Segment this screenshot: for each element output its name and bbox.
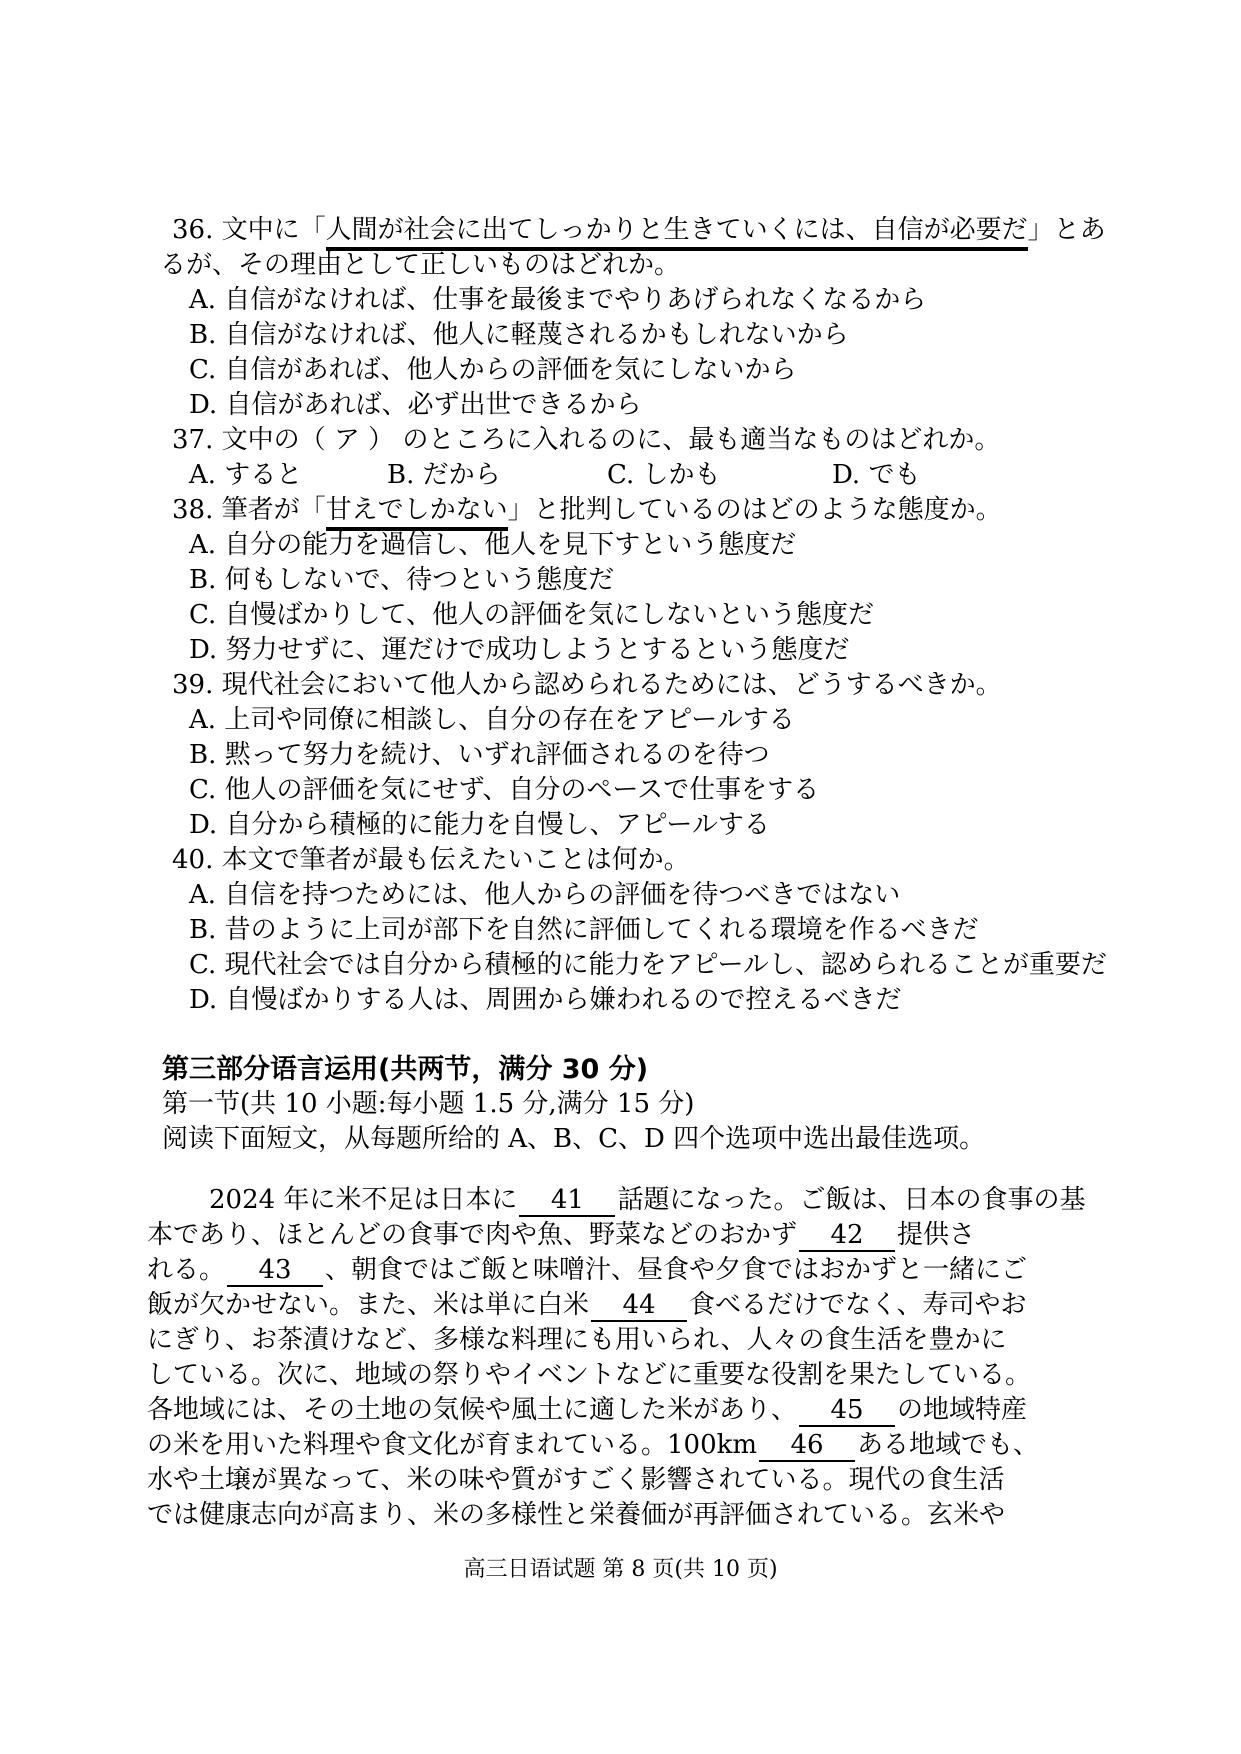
stem-text: 」と批判しているのはどのような態度か。 (507, 495, 1002, 525)
stem-text: の米を用いた料理や食文化が育まれている。100km (147, 1430, 758, 1460)
question-40-option-C: C. 現代社会では自分から積極的に能力をアピールし、認められることが重要だ (189, 950, 1107, 980)
question-37-stem-line (160, 423, 1084, 458)
passage-line (147, 1183, 1084, 1218)
question-36-option-B: B. 自信がなければ、他人に軽蔑されるかもしれないから (189, 320, 849, 350)
stem-text: 本であり、ほとんどの食事で肉や魚、野菜などのおかず (147, 1220, 798, 1250)
section-instruction: 阅读下面短文，从每题所给的 A、B、C、D 四个选项中选出最佳选项。 (162, 1124, 986, 1154)
question-40-stem-line (160, 843, 1084, 878)
question-38-option-D: D. 努力せずに、運だけで成功しようとするという態度だ (189, 635, 850, 665)
question-38 (160, 493, 1084, 668)
stem-text: 39. 現代社会において他人から認められるためには、どうするべきか。 (172, 670, 1002, 700)
passage-line (147, 1393, 1084, 1428)
question-37-option-B: B. だから (387, 460, 501, 490)
page-content (147, 213, 1107, 1533)
question-38-option-C: C. 自慢ばかりして、他人の評価を気にしないという態度だ (189, 600, 874, 630)
question-40-option-D: D. 自慢ばかりする人は、周囲から嫌われるので控えるべきだ (189, 985, 902, 1015)
stem-text: 2024 年に米不足は日本に (209, 1185, 518, 1215)
cloze-blank-45: 45 (799, 1395, 895, 1427)
question-36-stem-line (160, 213, 1106, 248)
cloze-blank-41: 41 (519, 1185, 615, 1217)
questions-area (160, 213, 1107, 1018)
question-39 (160, 668, 1084, 843)
stem-text: している。次に、地域の祭りやイベントなどに重要な役割を果たしている。 (147, 1360, 1032, 1390)
question-37-options-row (160, 458, 1084, 493)
stem-text: 37. 文中の（ ア ） のところに入れるのに、最も適当なものはどれか。 (172, 425, 1001, 455)
cloze-passage (147, 1183, 1084, 1533)
stem-text: 38. 筆者が「 (172, 495, 326, 525)
cloze-blank-42: 42 (799, 1220, 895, 1252)
question-37 (160, 423, 1084, 493)
passage-line (147, 1463, 1084, 1498)
passage-line (147, 1498, 1084, 1533)
question-36-option-C: C. 自信があれば、他人からの評価を気にしないから (189, 355, 797, 385)
question-37-option-C: C. しかも (607, 460, 721, 490)
stem-text: 話題になった。ご飯は、日本の食事の基 (617, 1185, 1086, 1215)
section-gap (160, 1018, 1084, 1052)
cloze-blank-46: 46 (759, 1430, 855, 1462)
stem-text: にぎり、お茶漬けなど、多様な料理にも用いられ、人々の食生活を豊かに (147, 1325, 1007, 1355)
stem-text: 40. 本文で筆者が最も伝えたいことは何か。 (172, 845, 690, 875)
cloze-blank-44: 44 (591, 1290, 687, 1322)
question-40 (160, 843, 1107, 1018)
passage-line (147, 1323, 1084, 1358)
stem-text: ある地域でも、 (857, 1430, 1040, 1460)
page-footer: 高三日语试题 第 8 页(共 10 页) (463, 1557, 778, 1582)
question-40-option-A: A. 自信を持つためには、他人からの評価を待つべきではない (189, 880, 901, 910)
stem-text: 各地域には、その土地の気候や風土に適した米があり、 (147, 1395, 798, 1425)
passage-line (147, 1253, 1084, 1288)
question-39-option-C: C. 他人の評価を気にせず、自分のペースで仕事をする (189, 775, 820, 805)
question-39-option-A: A. 上司や同僚に相談し、自分の存在をアピールする (189, 705, 795, 735)
question-37-option-A: A. すると (189, 460, 303, 490)
question-39-option-D: D. 自分から積極的に能力を自慢し、アピールする (189, 810, 770, 840)
section-title: 第三部分语言运用(共两节，满分 30 分) (162, 1054, 649, 1085)
question-36 (160, 213, 1106, 423)
question-37-option-D: D. でも (832, 460, 921, 490)
section-subtitle: 第一节(共 10 小题:每小题 1.5 分,满分 15 分) (162, 1089, 695, 1119)
underlined-quote: 人間が社会に出てしっかりと生きていくには、自信が必要だ (326, 215, 1028, 251)
stem-text: の地域特産 (897, 1395, 1028, 1425)
question-39-stem-line (160, 668, 1084, 703)
passage-line (147, 1428, 1084, 1463)
passage-line (147, 1288, 1084, 1323)
stem-text: 水や土壌が異なって、米の味や質がすごく影響されている。現代の食生活 (147, 1465, 1005, 1495)
cloze-blank-43: 43 (227, 1255, 323, 1287)
stem-text: 食べるだけでなく、寿司やお (689, 1290, 1027, 1320)
question-38-option-B: B. 何もしないで、待つという態度だ (189, 565, 615, 595)
stem-text: 36. 文中に「 (172, 215, 326, 245)
question-36-option-A: A. 自信がなければ、仕事を最後までやりあげられなくなるから (189, 285, 927, 315)
stem-text: 飯が欠かせない。また、米は単に白米 (147, 1290, 590, 1320)
question-39-option-B: B. 黙って努力を続け、いずれ評価されるのを待つ (189, 740, 770, 770)
stem-text: るが、その理由として正しいものはどれか。 (160, 250, 681, 280)
underlined-quote: 甘えでしかない (326, 495, 508, 531)
stem-text: 」とあ (1027, 215, 1106, 245)
question-40-option-B: B. 昔のように上司が部下を自然に評価してくれる環境を作るべきだ (189, 915, 979, 945)
question-36-option-D: D. 自信があれば、必ず出世できるから (189, 390, 642, 420)
stem-text: では健康志向が高まり、米の多様性と栄養価が再評価されている。玄米や (147, 1500, 1006, 1530)
question-38-option-A: A. 自分の能力を過信し、他人を見下すという態度だ (189, 530, 797, 560)
passage-line (147, 1358, 1084, 1393)
question-36-stem-line (160, 248, 1084, 283)
passage-line (147, 1218, 1084, 1253)
stem-text: 提供さ (897, 1220, 976, 1250)
stem-text: 、朝食ではご飯と味噌汁、昼食や夕食ではおかずと一緒にご (325, 1255, 1028, 1285)
question-38-stem-line (160, 493, 1084, 528)
stem-text: れる。 (147, 1255, 226, 1285)
